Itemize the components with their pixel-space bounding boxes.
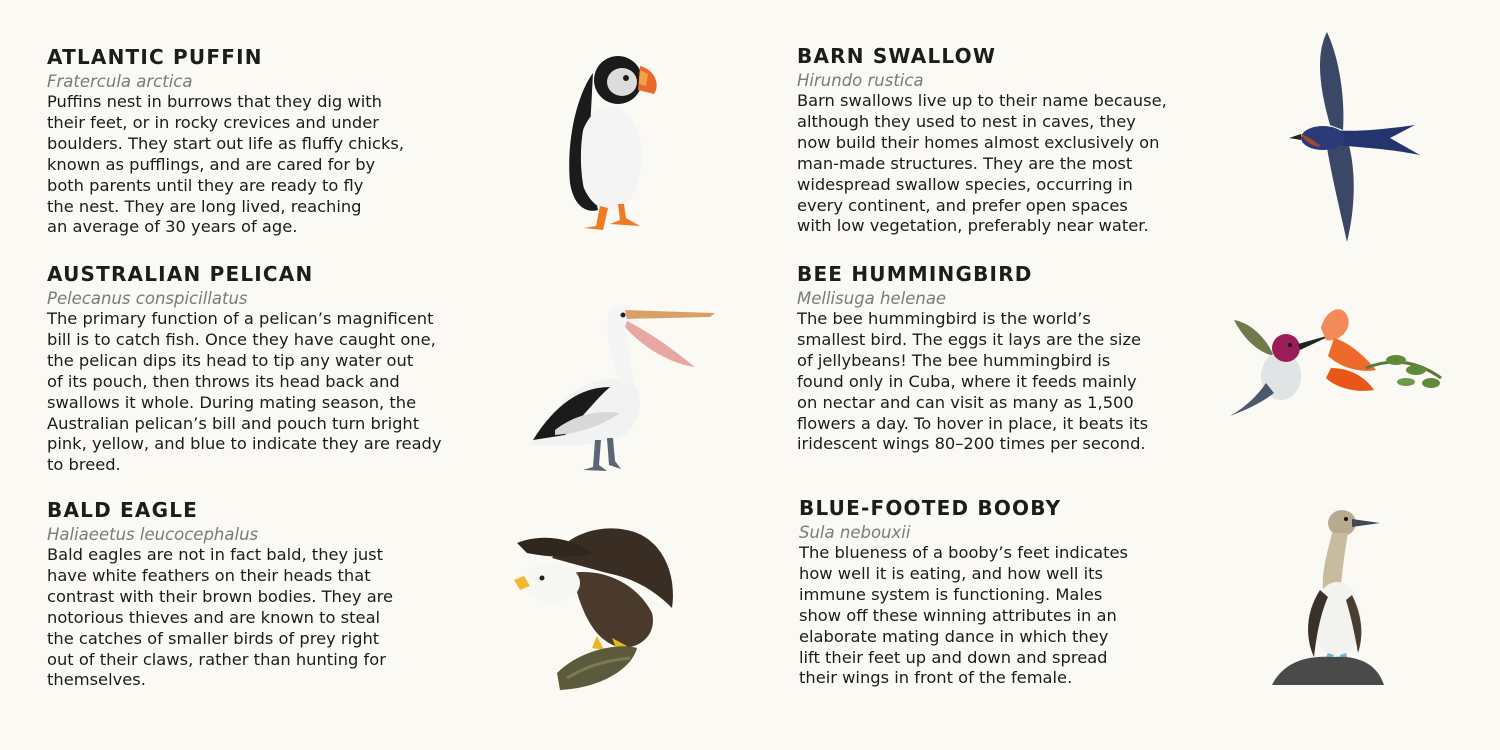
bird-name: BLUE-FOOTED BOOBY bbox=[799, 496, 1062, 520]
bird-entry-barn-swallow bbox=[797, 44, 1217, 237]
bird-description: Bald eagles are not in fact bald, they just have white feathers on their heads that contrast with their brown bodies. They are notorious thieves and are known to steal the catches of smaller birds of prey right out of their claws, rather than hunting for themselves. bbox=[47, 545, 394, 690]
puffin-illustration bbox=[548, 48, 668, 233]
bird-scientific-name: Fratercula arctica bbox=[47, 72, 193, 91]
bird-description: Puffins nest in burrows that they dig with their feet, or in rocky crevices and under boulders. They start out life as fluffy chicks, known as pufflings, and are cared for by both parents until they are ready to fly the nest. They are long lived, reaching an average of 30 years of age. bbox=[47, 92, 405, 237]
swallow-illustration bbox=[1285, 30, 1425, 245]
bird-entry-australian-pelican bbox=[47, 262, 487, 476]
bird-name: BEE HUMMINGBIRD bbox=[797, 262, 1033, 286]
bird-scientific-name: Hirundo rustica bbox=[797, 71, 924, 90]
bird-name: AUSTRALIAN PELICAN bbox=[47, 262, 314, 286]
bird-description: The bee hummingbird is the world’s smallest bird. The eggs it lays are the size of jellybeans! The bee hummingbird is found only in Cuba, where it feeds mainly on nectar and can visit as many as 1,500 flowers a day. To hover in place, it beats its iridescent wings 80–200 times per second. bbox=[797, 309, 1149, 454]
pelican-illustration bbox=[525, 295, 720, 475]
bird-scientific-name: Mellisuga helenae bbox=[797, 289, 947, 308]
hummingbird-illustration bbox=[1226, 298, 1451, 423]
bird-entry-atlantic-puffin bbox=[47, 45, 467, 238]
booby-illustration bbox=[1262, 505, 1392, 690]
eagle-illustration bbox=[512, 518, 687, 696]
bird-name: BARN SWALLOW bbox=[797, 44, 997, 68]
bird-scientific-name: Haliaeetus leucocephalus bbox=[47, 525, 259, 544]
bird-scientific-name: Sula nebouxii bbox=[799, 523, 911, 542]
bird-entry-bee-hummingbird bbox=[797, 262, 1217, 455]
bird-name: ATLANTIC PUFFIN bbox=[47, 45, 263, 69]
bird-description: Barn swallows live up to their name because, although they used to nest in caves, they now build their homes almost exclusively on man-made structures. They are the most widespread swallow species, occurring in every continent, and prefer open spaces with low vegetation, preferably near water. bbox=[797, 91, 1167, 236]
bird-description: The blueness of a booby’s feet indicates how well it is eating, and how well its immune system is functioning. Males show off these winning attributes in an elaborate mating dance in which they lift their feet up and down and spread their wings in front of the female. bbox=[799, 543, 1129, 688]
bird-entry-bald-eagle bbox=[47, 498, 467, 691]
bird-name: BALD EAGLE bbox=[47, 498, 198, 522]
bird-description: The primary function of a pelican’s magnificent bill is to catch fish. Once they have caught one, the pelican dips its head to tip any water out of its pouch, then throws its head back and swallows it whole. During mating season, the Australian pelican’s bill and pouch turn bright pink, yellow, and blue to indicate they are ready to breed. bbox=[47, 309, 442, 475]
bird-entry-blue-footed-booby bbox=[799, 496, 1219, 689]
bird-scientific-name: Pelecanus conspicillatus bbox=[47, 289, 248, 308]
